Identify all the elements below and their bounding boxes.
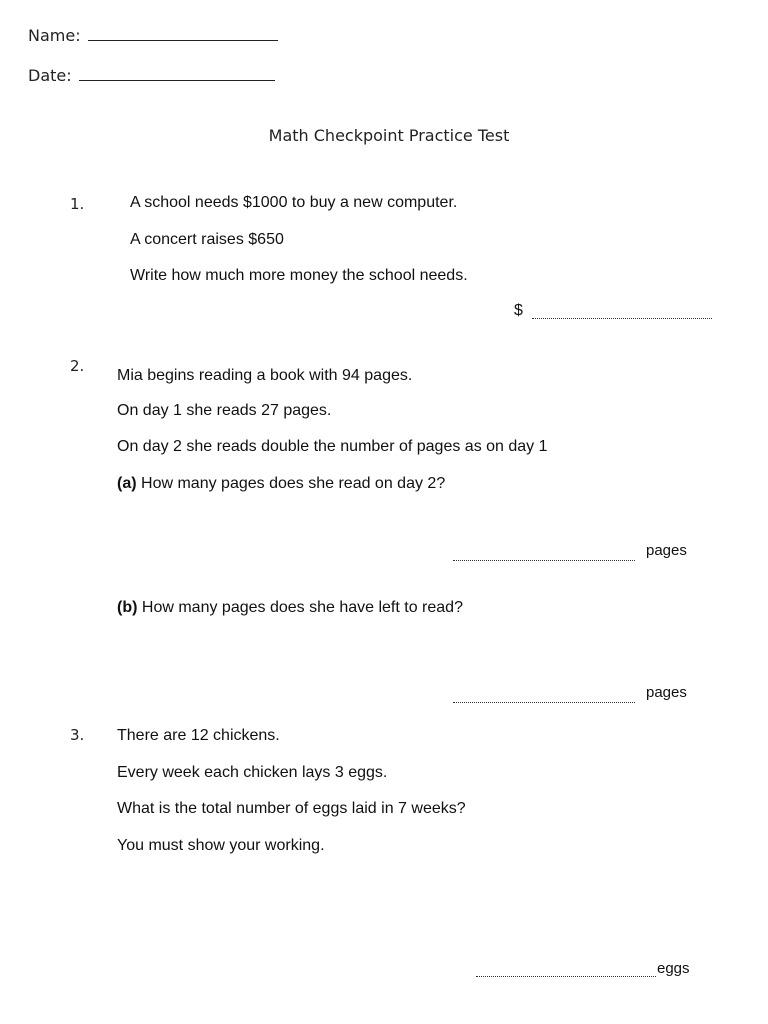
question-number: 2. — [70, 357, 85, 375]
question-line: There are 12 chickens. — [117, 727, 280, 744]
answer-line-q2b[interactable] — [453, 702, 635, 703]
question-part-a — [117, 475, 445, 493]
unit-label: pages — [646, 542, 687, 559]
question-line: On day 2 she reads double the number of pages as on day 1 — [117, 438, 548, 455]
date-field[interactable] — [79, 64, 275, 81]
dollar-sign: $ — [514, 302, 523, 319]
answer-line-q3[interactable] — [476, 976, 656, 977]
question-part-b — [117, 599, 463, 617]
question-line: Write how much more money the school needs. — [130, 267, 468, 284]
name-label: Name: — [28, 26, 81, 45]
part-label: (a) — [117, 475, 137, 492]
question-line: Mia begins reading a book with 94 pages. — [117, 367, 413, 384]
unit-label: pages — [646, 684, 687, 701]
name-field[interactable] — [88, 24, 278, 41]
question-line: A concert raises $650 — [130, 231, 284, 248]
page-title: Math Checkpoint Practice Test — [268, 126, 510, 145]
question-line: On day 1 she reads 27 pages. — [117, 402, 332, 419]
question-line: What is the total number of eggs laid in 7 weeks? — [117, 800, 466, 817]
question-number: 1. — [70, 195, 85, 213]
date-row — [28, 64, 275, 85]
question-line: You must show your working. — [117, 837, 325, 854]
part-text: How many pages does she read on day 2? — [141, 475, 446, 492]
answer-line-q1[interactable] — [532, 318, 712, 319]
question-number: 3. — [70, 726, 85, 744]
name-row — [28, 24, 278, 45]
answer-line-q2a[interactable] — [453, 560, 635, 561]
question-line: A school needs $1000 to buy a new computer. — [130, 194, 458, 211]
unit-label: eggs — [657, 960, 690, 977]
question-line: Every week each chicken lays 3 eggs. — [117, 764, 388, 781]
date-label: Date: — [28, 66, 72, 85]
part-label: (b) — [117, 599, 138, 616]
part-text: How many pages does she have left to read? — [141, 599, 463, 616]
